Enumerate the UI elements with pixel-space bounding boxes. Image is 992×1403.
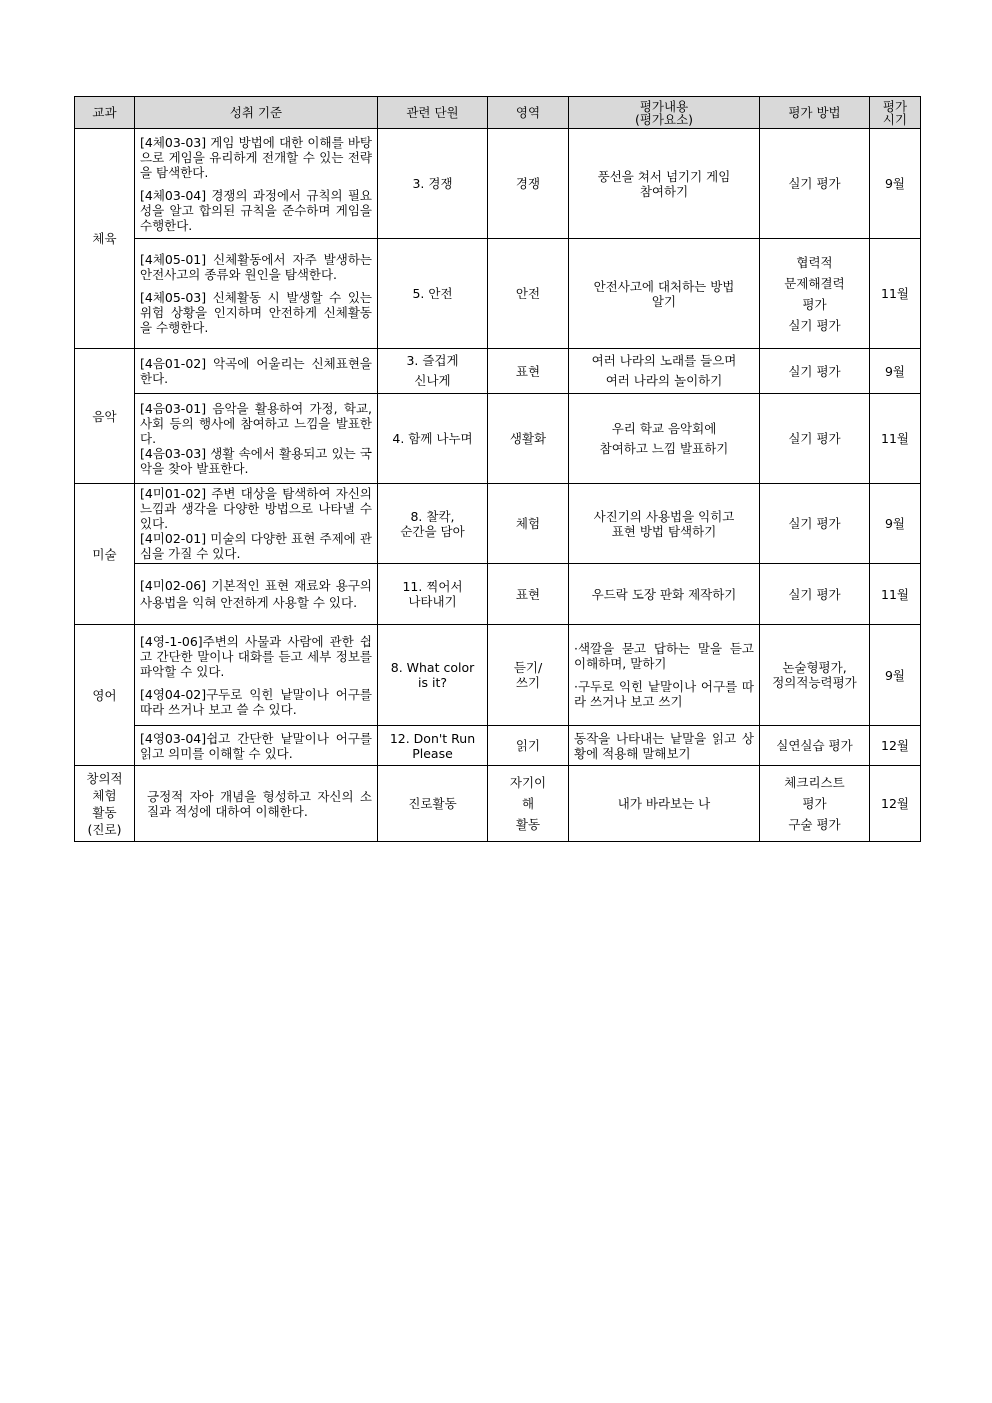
table-row [75, 625, 921, 726]
standard-text: [4음01-02] 악곡에 어울리는 신체표현을 한다. [140, 356, 372, 386]
header-standard: 성취 기준 [135, 97, 378, 129]
subject-cell: 영어 [75, 625, 135, 766]
standard-cell [135, 394, 378, 484]
content-cell: 여러 나라의 노래를 들으며 여러 나라의 놀이하기 [569, 349, 760, 394]
unit-cell: 3. 즐겁게 신나게 [378, 349, 488, 394]
content-cell: 우드락 도장 판화 제작하기 [569, 564, 760, 625]
period-cell: 12월 [870, 726, 921, 766]
area-cell: 생활화 [488, 394, 569, 484]
content-text: ·구두로 익힌 낱말이나 어구를 따라 쓰거나 보고 쓰기 [574, 679, 754, 709]
area-cell: 체험 [488, 484, 569, 564]
period-cell: 9월 [870, 349, 921, 394]
subject-cell: 창의적 체험 활동 (진로) [75, 766, 135, 842]
content-cell: 안전사고에 대처하는 방법 알기 [569, 239, 760, 349]
period-cell: 9월 [870, 129, 921, 239]
standard-text: [4음03-01] 음악을 활용하여 가정, 학교, 사회 등의 행사에 참여하고 느낌을 발표한다. [140, 401, 372, 446]
method-cell: 실기 평가 [760, 394, 870, 484]
unit-cell: 12. Don't Run Please [378, 726, 488, 766]
standard-text: [4체03-03] 게임 방법에 대한 이해를 바탕으로 게임을 유리하게 전개할 수 있는 전략을 탐색한다. [140, 134, 372, 180]
standard-text: [4영-1-06]주변의 사물과 사람에 관한 쉽고 간단한 말이나 대화를 듣고 세부 정보를 파악할 수 있다. [140, 633, 372, 679]
method-cell: 논술형평가, 정의적능력평가 [760, 625, 870, 726]
header-area: 영역 [488, 97, 569, 129]
method-cell: 실연실습 평가 [760, 726, 870, 766]
standard-cell [135, 625, 378, 726]
standard-text: [4미01-02] 주변 대상을 탐색하여 자신의 느낌과 생각을 다양한 방법으로 나타낼 수 있다. [140, 486, 372, 531]
unit-cell: 진로활동 [378, 766, 488, 842]
standard-cell [135, 349, 378, 394]
table-row [75, 726, 921, 766]
table-row [75, 349, 921, 394]
header-subject: 교과 [75, 97, 135, 129]
header-unit: 관련 단원 [378, 97, 488, 129]
method-cell: 실기 평가 [760, 564, 870, 625]
method-cell: 실기 평가 [760, 484, 870, 564]
table-row [75, 394, 921, 484]
period-cell: 9월 [870, 484, 921, 564]
table-row [75, 129, 921, 239]
method-cell: 협력적 문제해결력 평가 실기 평가 [760, 239, 870, 349]
standard-text: [4미02-01] 미술의 다양한 표현 주제에 관심을 가질 수 있다. [140, 531, 372, 561]
subject-cell: 체육 [75, 129, 135, 349]
evaluation-plan-table [74, 96, 921, 842]
subject-cell: 미술 [75, 484, 135, 625]
content-cell [569, 726, 760, 766]
standard-cell [135, 726, 378, 766]
standard-cell [135, 129, 378, 239]
standard-text: [4음03-03] 생활 속에서 활용되고 있는 국악을 찾아 발표한다. [140, 446, 372, 476]
method-cell: 실기 평가 [760, 349, 870, 394]
content-text: ·색깔을 묻고 답하는 말을 듣고 이해하며, 말하기 [574, 641, 754, 671]
content-cell: 사진기의 사용법을 익히고 표현 방법 탐색하기 [569, 484, 760, 564]
table-row [75, 484, 921, 564]
content-cell: 우리 학교 음악회에 참여하고 느낌 발표하기 [569, 394, 760, 484]
standard-text: [4영04-02]구두로 익힌 낱말이나 어구를 따라 쓰거나 보고 쓸 수 있다. [140, 686, 372, 717]
standard-cell [135, 766, 378, 842]
unit-cell: 8. 찰칵, 순간을 담아 [378, 484, 488, 564]
standard-text: [4체05-01] 신체활동에서 자주 발생하는 안전사고의 종류와 원인을 탐색한다. [140, 252, 372, 282]
area-cell: 경쟁 [488, 129, 569, 239]
subject-cell: 음악 [75, 349, 135, 484]
area-cell: 듣기/ 쓰기 [488, 625, 569, 726]
standard-text: [4미02-06] 기본적인 표현 재료와 용구의 사용법을 익혀 안전하게 사용할 수 있다. [140, 578, 372, 610]
content-cell: 풍선을 쳐서 넘기기 게임 참여하기 [569, 129, 760, 239]
unit-cell: 8. What color is it? [378, 625, 488, 726]
method-cell: 실기 평가 [760, 129, 870, 239]
method-cell: 체크리스트 평가 구술 평가 [760, 766, 870, 842]
standard-cell [135, 239, 378, 349]
header-row [75, 97, 921, 129]
standard-text: [4영03-04]쉽고 간단한 낱말이나 어구를 읽고 의미를 이해할 수 있다. [140, 730, 372, 761]
unit-cell: 3. 경쟁 [378, 129, 488, 239]
header-content: 평가내용 (평가요소) [569, 97, 760, 129]
area-cell: 표현 [488, 349, 569, 394]
period-cell: 9월 [870, 625, 921, 726]
unit-cell: 4. 함께 나누며 [378, 394, 488, 484]
period-cell: 11월 [870, 239, 921, 349]
content-text: 동작을 나타내는 낱말을 읽고 상황에 적용해 말해보기 [574, 730, 754, 761]
standard-cell [135, 484, 378, 564]
period-cell: 11월 [870, 564, 921, 625]
unit-cell: 11. 찍어서 나타내기 [378, 564, 488, 625]
period-cell: 11월 [870, 394, 921, 484]
header-period: 평가 시기 [870, 97, 921, 129]
table-row [75, 564, 921, 625]
period-cell: 12월 [870, 766, 921, 842]
area-cell: 안전 [488, 239, 569, 349]
unit-cell: 5. 안전 [378, 239, 488, 349]
table-row [75, 239, 921, 349]
area-cell: 표현 [488, 564, 569, 625]
table-row [75, 766, 921, 842]
standard-text: 긍정적 자아 개념을 형성하고 자신의 소질과 적성에 대하여 이해한다. [147, 788, 372, 819]
standard-text: [4체03-04] 경쟁의 과정에서 규칙의 필요성을 알고 합의된 규칙을 준수하며 게임을 수행한다. [140, 187, 372, 233]
content-cell [569, 625, 760, 726]
header-method: 평가 방법 [760, 97, 870, 129]
area-cell: 자기이 해 활동 [488, 766, 569, 842]
standard-cell [135, 564, 378, 625]
content-cell: 내가 바라보는 나 [569, 766, 760, 842]
area-cell: 읽기 [488, 726, 569, 766]
standard-text: [4체05-03] 신체활동 시 발생할 수 있는 위험 상황을 인지하며 안전하게 신체활동을 수행한다. [140, 290, 372, 335]
